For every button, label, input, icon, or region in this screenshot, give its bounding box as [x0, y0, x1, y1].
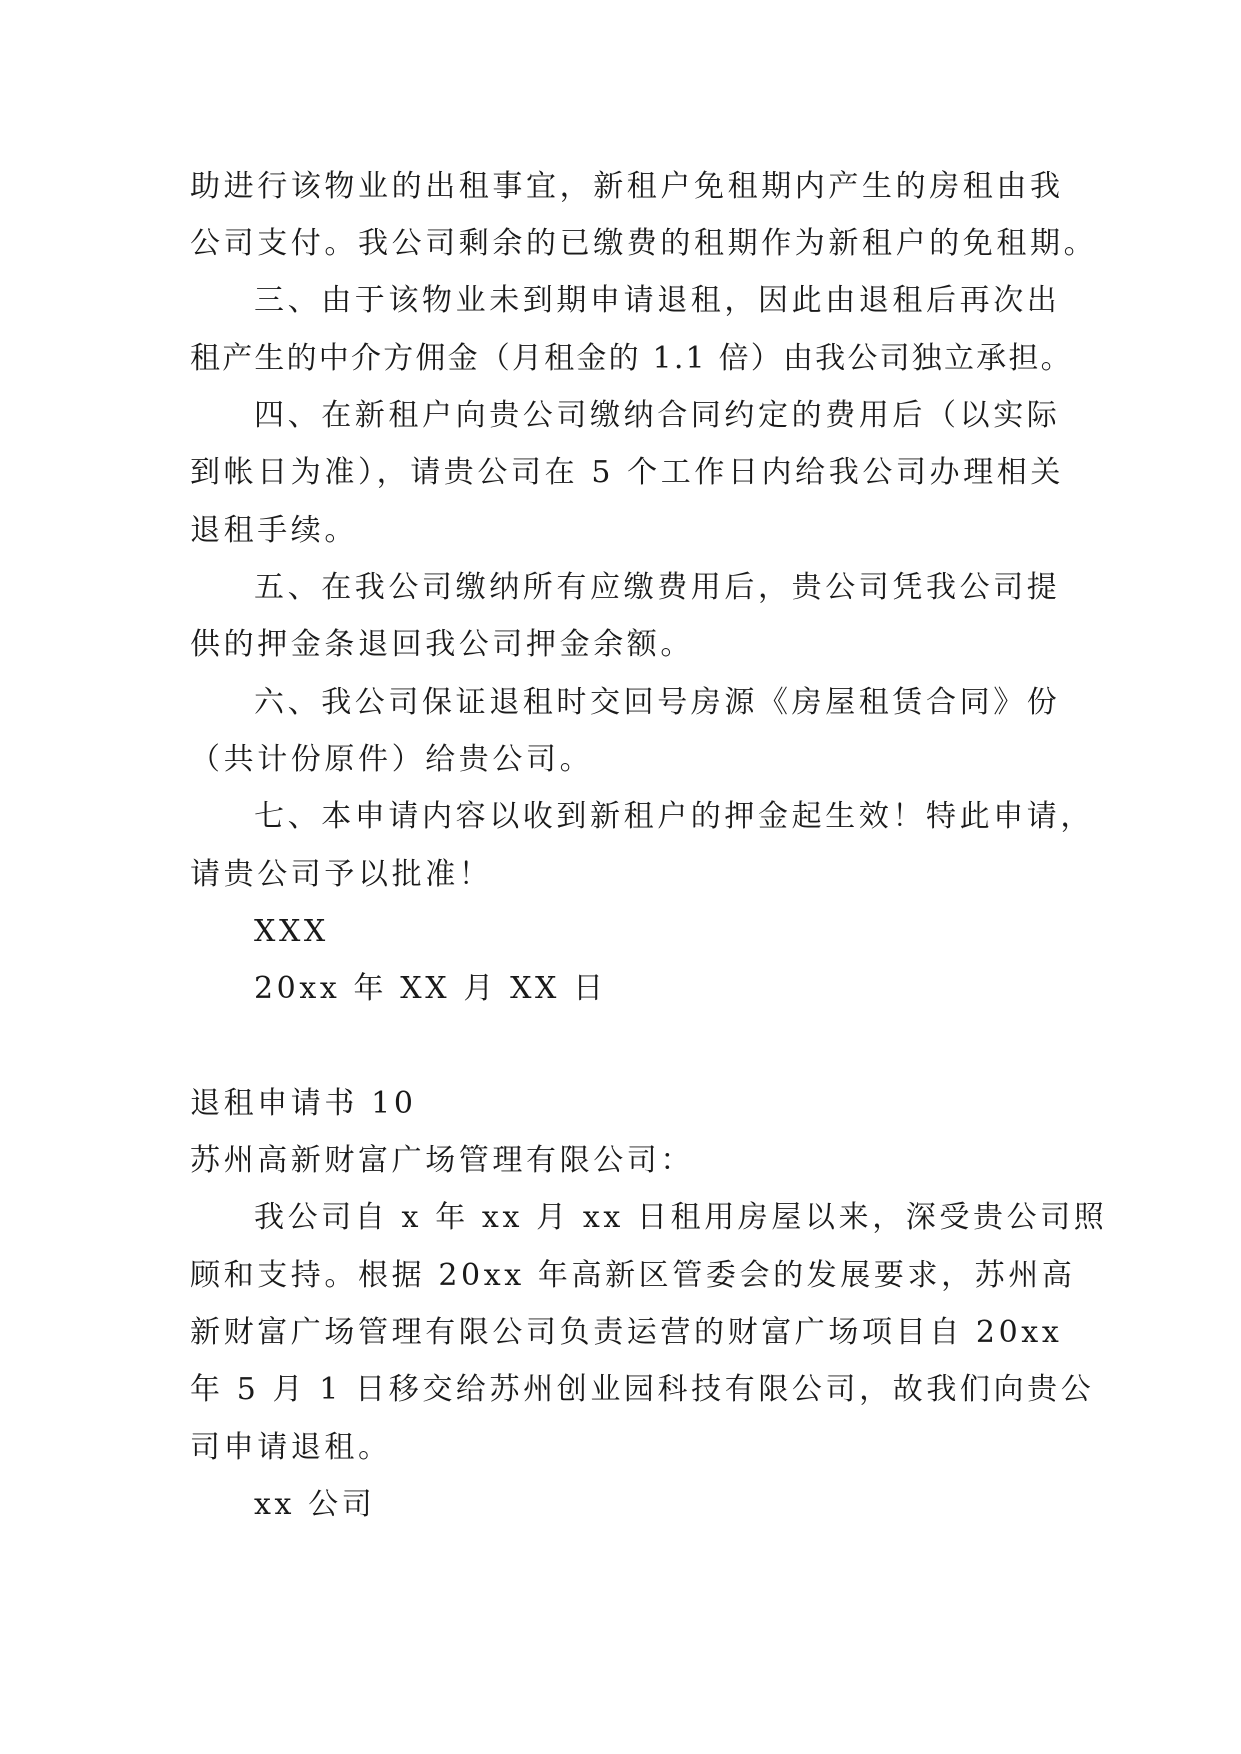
body-text-line: 公司支付。我公司剩余的已缴费的租期作为新租户的免租期。 [190, 226, 1098, 261]
clause-three: 三、由于该物业未到期申请退租，因此由退租后再次出 [254, 283, 1061, 318]
body-text-line: 顾和支持。根据 20xx 年高新区管委会的发展要求，苏州高 [190, 1258, 1076, 1293]
clause-seven: 七、本申请内容以收到新租户的押金起生效！特此申请， [254, 799, 1094, 834]
section-title: 退租申请书 10 [190, 1086, 417, 1121]
clause-five: 五、在我公司缴纳所有应缴费用后，贵公司凭我公司提 [254, 570, 1061, 605]
body-text-line: （共计份原件）给贵公司。 [190, 742, 594, 777]
signature-name: XXX [254, 914, 329, 949]
body-text-line: 司申请退租。 [190, 1430, 392, 1465]
clause-four: 四、在新租户向贵公司缴纳合同约定的费用后（以实际 [254, 398, 1061, 433]
signature-company: xx 公司 [254, 1487, 376, 1522]
body-text-line: 请贵公司予以批准！ [190, 857, 493, 892]
body-text-line: 新财富广场管理有限公司负责运营的财富广场项目自 20xx [190, 1315, 1063, 1350]
body-text-line: 助进行该物业的出租事宜，新租户免租期内产生的房租由我 [190, 169, 1064, 204]
signature-date: 20xx 年 XX 月 XX 日 [254, 971, 607, 1006]
body-text-line: 租产生的中介方佣金（月租金的 1.1 倍）由我公司独立承担。 [190, 341, 1073, 376]
addressee: 苏州高新财富广场管理有限公司： [190, 1143, 694, 1178]
body-text-line: 退租手续。 [190, 513, 358, 548]
body-text-line: 年 5 月 1 日移交给苏州创业园科技有限公司，故我们向贵公 [190, 1372, 1095, 1407]
body-text-line: 供的押金条退回我公司押金余额。 [190, 627, 694, 662]
body-text-line: 到帐日为准），请贵公司在 5 个工作日内给我公司办理相关 [190, 455, 1064, 490]
body-text-line: 我公司自 x 年 xx 月 xx 日租用房屋以来，深受贵公司照 [254, 1200, 1108, 1235]
clause-six: 六、我公司保证退租时交回号房源《房屋租赁合同》份 [254, 685, 1061, 720]
